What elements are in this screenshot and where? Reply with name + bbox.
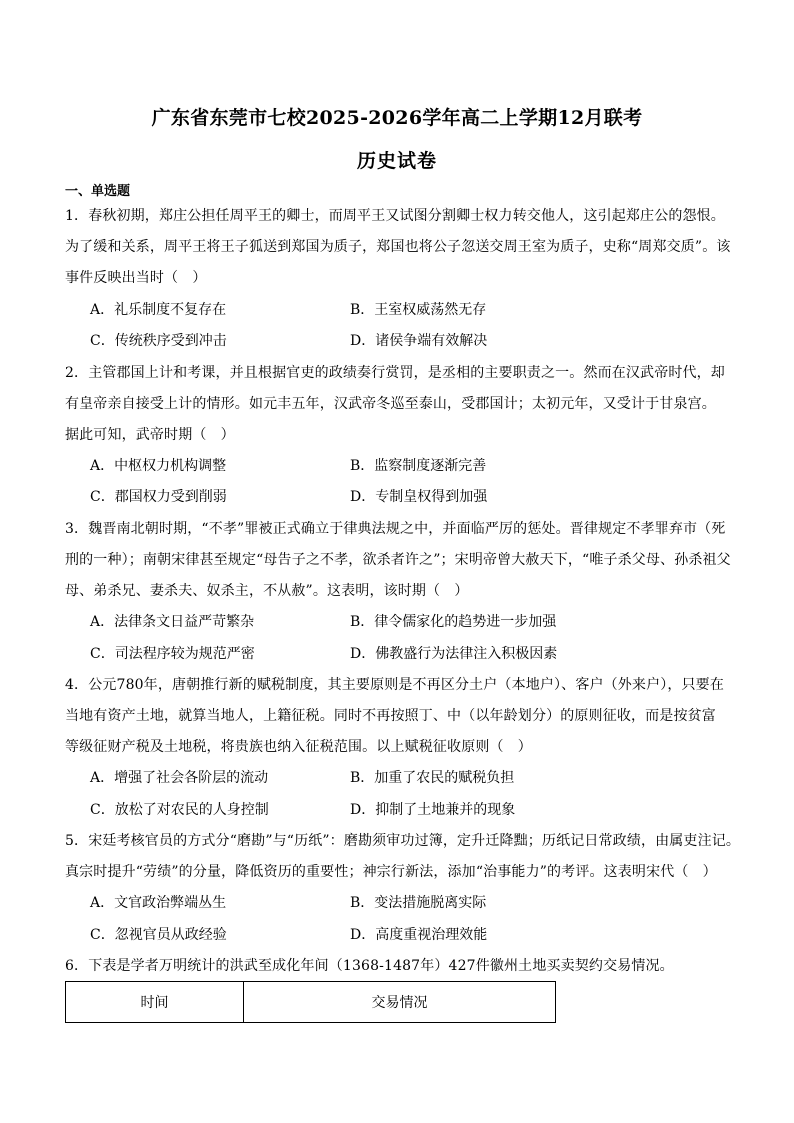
question-1-option-d: D．诸侯争端有效解决 — [350, 333, 488, 349]
question-4-option-a: A．增强了社会各阶层的流动 — [90, 770, 269, 786]
question-4-option-c: C．放松了对农民的人身控制 — [90, 802, 269, 818]
question-6-line-1: 6．下表是学者万明统计的洪武至成化年间（1368-1487年）427件徽州土地买卖契约交易情况。 — [65, 958, 674, 974]
question-3-line-3: 母、弟杀兄、妻杀夫、奴杀主，不从赦”。这表明，该时期（ ） — [65, 583, 469, 599]
question-3-line-1: 3．魏晋南北朝时期，“不孝”罪被正式确立于律典法规之中，并面临严厉的惩处。晋律规定不孝罪弃市（死 — [65, 521, 726, 537]
table-header-time: 时间 — [66, 982, 244, 1023]
question-3-line-2: 刑的一种）；南朝宋律甚至规定“母告子之不孝，欲杀者许之”；宋明帝曾大赦天下，“唯子杀父母、孙杀祖父 — [65, 552, 731, 568]
question-4-option-b: B．加重了农民的赋税负担 — [350, 770, 515, 786]
question-1-line-3: 事件反映出当时（ ） — [65, 270, 207, 286]
question-1-option-c: C．传统秩序受到冲击 — [90, 333, 227, 349]
question-3-option-b: B．律令儒家化的趋势进一步加强 — [350, 614, 557, 630]
question-4-line-1: 4．公元780年，唐朝推行新的赋税制度，其主要原则是不再区分土户（本地户）、客户（外来户），只要在 — [65, 677, 724, 693]
question-5-option-d: D．高度重视治理效能 — [350, 927, 488, 943]
question-2-line-1: 2．主管郡国上计和考课，并且根据官吏的政绩奏行赏罚，是丞相的主要职责之一。然而在汉武帝时代，却 — [65, 365, 725, 381]
question-2-line-2: 有皇帝亲自接受上计的情形。如元丰五年，汉武帝冬巡至泰山，受郡国计；太初元年，又受计于甘泉宫。 — [65, 396, 716, 412]
question-5-line-2: 真宗时提升“劳绩”的分量，降低资历的重要性；神宗行新法，添加“治事能力”的考评。这表明宋代（ ） — [65, 864, 717, 880]
question-3-option-d: D．佛教盛行为法律注入积极因素 — [350, 646, 558, 662]
question-2-line-3: 据此可知，武帝时期（ ） — [65, 427, 235, 443]
question-5-option-a: A．文官政治弊端丛生 — [90, 895, 227, 911]
question-5-option-c: C．忽视官员从政经验 — [90, 927, 227, 943]
table-header-row — [66, 982, 556, 1023]
question-1-line-2: 为了缓和关系，周平王将王子狐送到郑国为质子，郑国也将公子忽送交周王室为质子，史称“周郑交质”。该 — [65, 239, 731, 255]
section-heading: 一、单选题 — [65, 184, 131, 199]
question-4-option-d: D．抑制了土地兼并的现象 — [350, 802, 516, 818]
table-header-transactions: 交易情况 — [244, 982, 556, 1023]
question-3-option-a: A．法律条文日益严苛繁杂 — [90, 614, 255, 630]
question-1-option-b: B．王室权威荡然无存 — [350, 302, 487, 318]
exam-subtitle: 历史试卷 — [356, 150, 437, 172]
contract-table — [65, 981, 556, 1023]
question-2-option-b: B．监察制度逐渐完善 — [350, 458, 487, 474]
question-1-line-1: 1．春秋初期，郑庄公担任周平王的卿士，而周平王又试图分割卿士权力转交他人，这引起郑庄公的怨恨。 — [65, 208, 725, 224]
question-1-option-a: A．礼乐制度不复存在 — [90, 302, 227, 318]
exam-title: 广东省东莞市七校2025-2026学年高二上学期12月联考 — [151, 107, 643, 129]
question-2-option-c: C．郡国权力受到削弱 — [90, 489, 227, 505]
question-2-option-d: D．专制皇权得到加强 — [350, 489, 488, 505]
question-5-line-1: 5．宋廷考核官员的方式分“磨勘”与“历纸”：磨勘须审功过簿，定升迁降黜；历纸记日常政绩，由属吏注记。 — [65, 833, 741, 849]
question-4-line-3: 等级征财产税及土地税，将贵族也纳入征税范围。以上赋税征收原则（ ） — [65, 739, 532, 755]
question-3-option-c: C．司法程序较为规范严密 — [90, 646, 255, 662]
question-4-line-2: 当地有资产土地，就算当地人，上籍征税。同时不再按照丁、中（以年龄划分）的原则征收，而是按贫富 — [65, 708, 716, 724]
question-5-option-b: B．变法措施脱离实际 — [350, 895, 487, 911]
question-2-option-a: A．中枢权力机构调整 — [90, 458, 227, 474]
